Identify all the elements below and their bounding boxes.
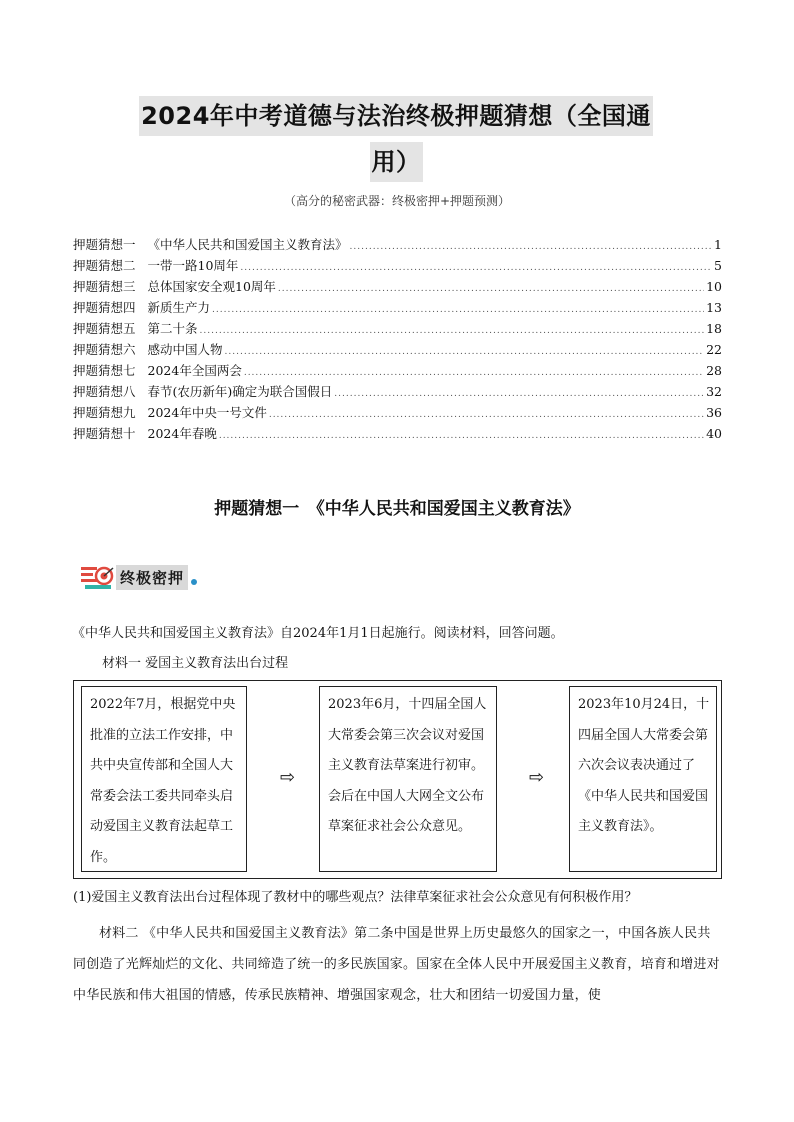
toc-item-page: 10 (706, 279, 722, 294)
toc-item[interactable] (73, 297, 722, 318)
toc-leader-dots (200, 321, 705, 342)
toc-item[interactable] (73, 339, 722, 360)
toc-item-page: 13 (706, 300, 722, 315)
intro-paragraph: 《中华人民共和国爱国主义教育法》自2024年1月1日起施行。阅读材料，回答问题。 (72, 626, 564, 641)
toc-item-text: 《中华人民共和国爱国主义教育法》 (147, 237, 348, 252)
material-1-title: 材料一 爱国主义教育法出台过程 (102, 656, 289, 671)
flow-step-3: 2023年10月24日，十四届全国人大常委会第六次会议表决通过了《中华人民共和国爱国主义教育法》。 (569, 686, 717, 872)
toc-item-page: 32 (706, 384, 722, 399)
toc-leader-dots (225, 342, 705, 363)
flow-step-1: 2022年7月，根据党中央批准的立法工作安排，中共中央宣传部和全国人大常委会法工委共同牵头启动爱国主义教育法起草工作。 (81, 686, 247, 872)
toc-item-page: 18 (706, 321, 722, 336)
right-arrow-icon: ⇨ (280, 767, 296, 788)
toc-item-label: 押题猜想九 (73, 405, 136, 420)
toc-item-label: 押题猜想四 (73, 300, 136, 315)
toc-item-text: 春节(农历新年)确定为联合国假日 (147, 384, 333, 399)
table-of-contents (73, 234, 722, 444)
toc-item-label: 押题猜想一 (73, 237, 136, 252)
toc-item-label: 押题猜想八 (73, 384, 136, 399)
toc-leader-dots (212, 300, 704, 321)
toc-item[interactable] (73, 381, 722, 402)
final-prediction-badge (80, 563, 197, 591)
toc-item-page: 22 (706, 342, 722, 357)
toc-leader-dots (219, 426, 704, 447)
question-1: (1)爱国主义教育法出台过程体现了教材中的哪些观点？法律草案征求社会公众意见有何积极作用？ (73, 890, 638, 905)
toc-item-label: 押题猜想六 (73, 342, 136, 357)
toc-item-page: 5 (714, 258, 722, 273)
toc-item[interactable] (73, 360, 722, 381)
toc-item[interactable] (73, 318, 722, 339)
toc-leader-dots (269, 405, 704, 426)
toc-item-label: 押题猜想二 (73, 258, 136, 273)
toc-item-text: 第二十条 (147, 321, 198, 336)
toc-item[interactable] (73, 402, 722, 423)
toc-leader-dots (240, 258, 712, 279)
right-arrow-icon: ⇨ (529, 767, 545, 788)
badge-dot-icon (191, 579, 197, 585)
toc-item-text: 新质生产力 (147, 300, 211, 315)
toc-item-label: 押题猜想三 (73, 279, 136, 294)
toc-leader-dots (278, 279, 704, 300)
toc-item-text: 2024年中央一号文件 (147, 405, 267, 420)
toc-leader-dots (350, 237, 713, 258)
toc-item-label: 押题猜想十 (73, 426, 136, 441)
title-line-2: 用） (370, 142, 423, 182)
toc-item-text: 2024年全国两会 (147, 363, 242, 378)
toc-item[interactable] (73, 276, 722, 297)
toc-item-label: 押题猜想七 (73, 363, 136, 378)
toc-leader-dots (334, 384, 704, 405)
toc-item-text: 一带一路10周年 (147, 258, 239, 273)
document-title (96, 96, 696, 182)
section-heading: 押题猜想一 《中华人民共和国爱国主义教育法》 (214, 499, 580, 519)
title-line-1: 2024年中考道德与法治终极押题猜想（全国通 (139, 96, 653, 136)
toc-item-page: 1 (714, 237, 722, 252)
toc-item-text: 2024年春晚 (147, 426, 217, 441)
toc-item-page: 36 (706, 405, 722, 420)
toc-item-page: 28 (706, 363, 722, 378)
legislation-flowchart (73, 680, 722, 879)
flow-step-2: 2023年6月，十四届全国人大常委会第三次会议对爱国主义教育法草案进行初审。会后在中国人大网全文公布草案征求社会公众意见。 (319, 686, 497, 872)
toc-item[interactable] (73, 234, 722, 255)
target-icon (80, 564, 116, 590)
toc-item-text: 总体国家安全观10周年 (147, 279, 276, 294)
toc-item-label: 押题猜想五 (73, 321, 136, 336)
toc-item[interactable] (73, 423, 722, 444)
toc-item-page: 40 (706, 426, 722, 441)
toc-item[interactable] (73, 255, 722, 276)
toc-item-text: 感动中国人物 (147, 342, 223, 357)
subtitle: （高分的秘密武器：终极密押+押题预测） (283, 194, 511, 208)
badge-label: 终极密押 (116, 565, 188, 590)
material-2-paragraph: 材料二 《中华人民共和国爱国主义教育法》第二条中国是世界上历史最悠久的国家之一，中国各族人民共同创造了光辉灿烂的文化、共同缔造了统一的多民族国家。国家在全体人民中开展爱国主义教育，培育和增进对中华民族和伟大祖国的情感，传承民族精神、增强国家观念，壮大和团结一切爱国力量，使 (73, 926, 720, 1003)
